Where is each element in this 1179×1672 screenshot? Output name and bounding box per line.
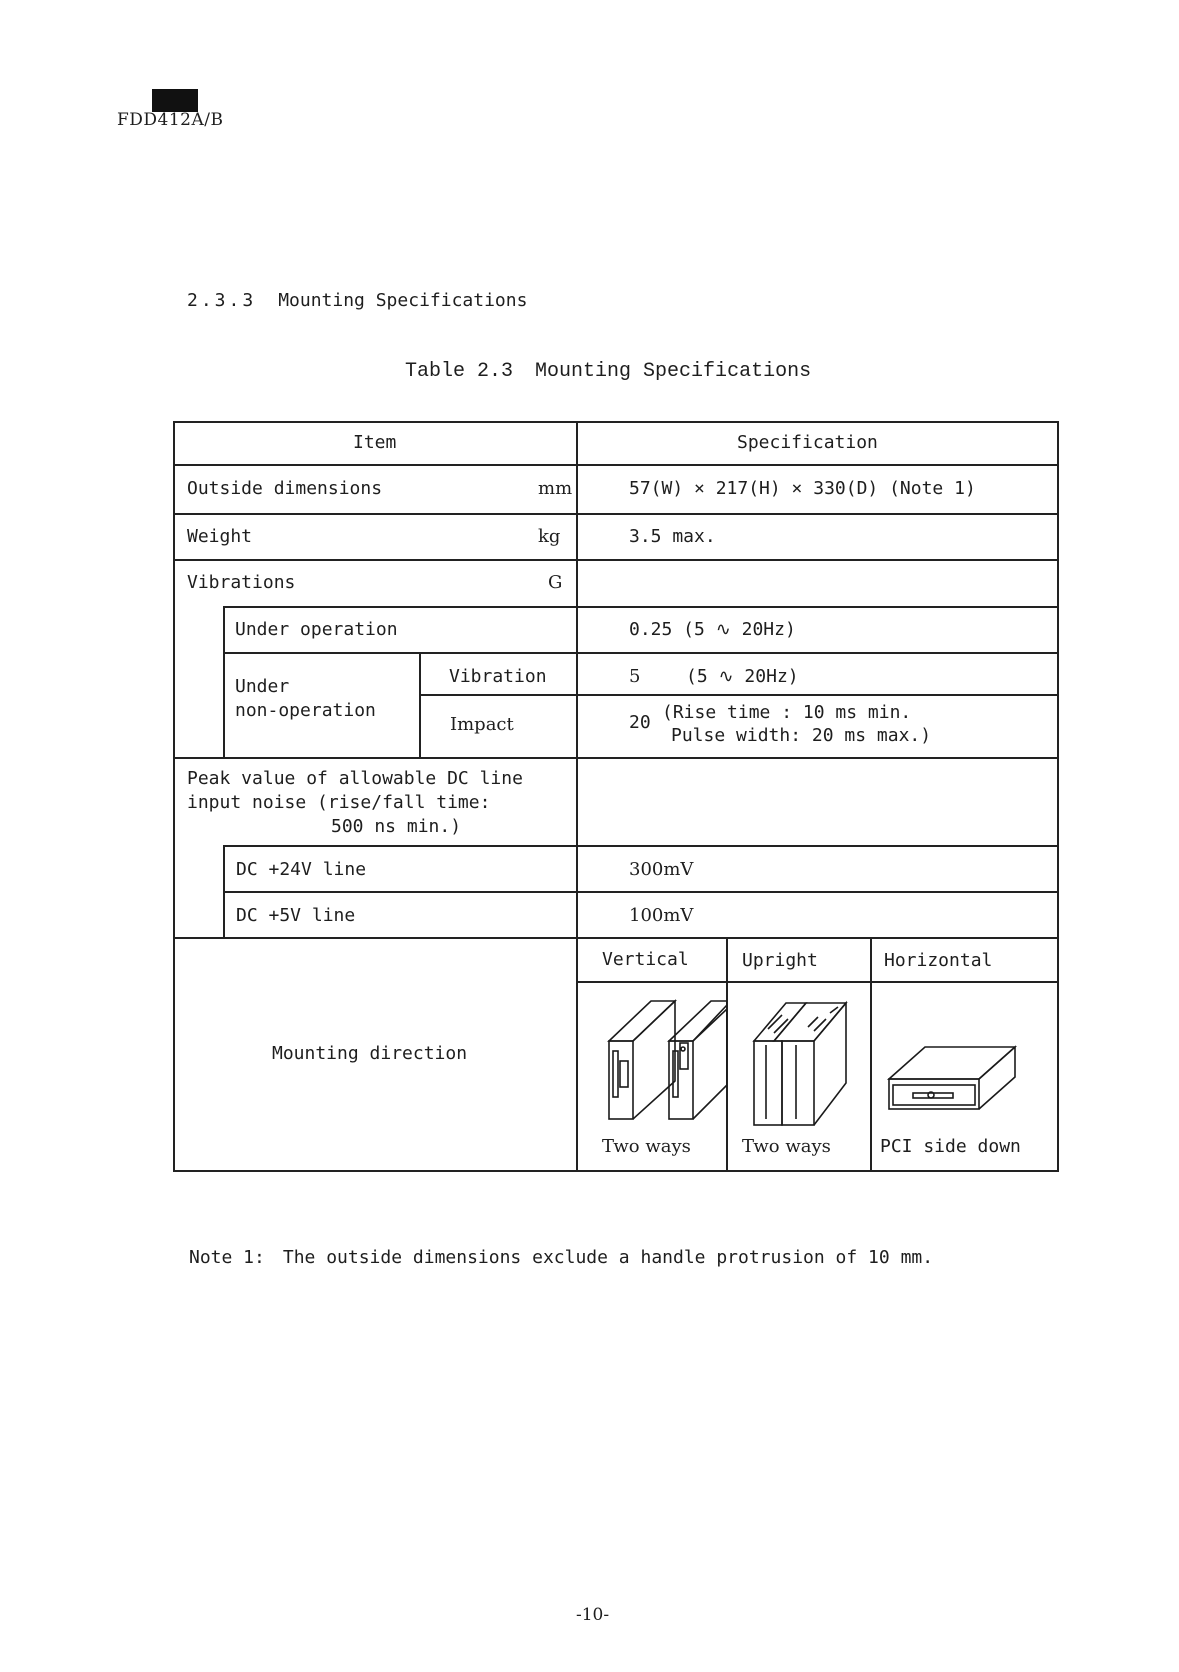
vibration-label: Vibration [449,666,547,687]
document-id: FDD412A/B [117,110,224,130]
mounting-direction-label: Mounting direction [272,1043,468,1064]
vertical-label: Vertical [602,949,689,970]
page-number: -10- [576,1605,610,1625]
outside-dimensions-value: 57(W) × 217(H) × 330(D) (Note 1) [629,478,976,499]
vertical-note: Two ways [602,1136,691,1157]
under-operation-value: 0.25 (5 ∿ 20Hz) [629,619,796,640]
vibrations-unit: G [548,572,563,593]
impact-value-line1: (Rise time : 10 ms min. [662,702,912,723]
weight-label: Weight [187,526,253,547]
under-nonoperation-label-line1: Under [235,676,290,697]
table-caption-title: Mounting Specifications [535,360,812,383]
horizontal-label: Horizontal [884,950,993,971]
impact-value-line2: Pulse width: 20 ms max.) [671,725,932,746]
noise-label-line1: Peak value of allowable DC line [187,768,523,789]
upright-note: Two ways [742,1136,831,1157]
upright-mount-drawing [748,999,858,1133]
weight-value: 3.5 max. [629,526,716,547]
table-note [189,1247,933,1268]
column-header-item: Item [353,432,397,453]
table-caption [405,360,811,383]
noise-label-line2: input noise (rise/fall time: [187,792,491,813]
noise-label-line3: 500 ns min.) [331,816,462,837]
under-operation-label: Under operation [235,619,398,640]
dc24v-label: DC +24V line [236,859,367,880]
dc5v-value: 100mV [629,905,694,926]
horizontal-note: PCI side down [880,1136,1021,1157]
impact-value-main: 20 [629,712,651,733]
section-heading [187,290,527,311]
impact-label: Impact [450,714,514,735]
redaction-bar [152,89,198,112]
vibration-value-main: 5 [629,666,641,687]
upright-label: Upright [742,950,818,971]
dc5v-label: DC +5V line [236,905,356,926]
outside-dimensions-label: Outside dimensions [187,478,383,499]
weight-unit: kg [538,526,561,547]
section-title: Mounting Specifications [278,290,528,311]
under-nonoperation-label-line2: non-operation [235,700,376,721]
table-caption-number: Table 2.3 [405,360,514,383]
vibrations-label: Vibrations [187,572,296,593]
outside-dimensions-unit: mm [538,478,573,499]
dc24v-value: 300mV [629,859,694,880]
section-number: 2.3.3 [187,290,257,311]
column-header-specification: Specification [737,432,878,453]
note-label: Note 1: [189,1247,265,1268]
horizontal-mount-drawing [883,1043,1023,1115]
mounting-spec-table [173,421,1059,1172]
note-text: The outside dimensions exclude a handle protrusion of 10 mm. [282,1247,934,1268]
vertical-mount-drawing [603,995,727,1127]
vibration-value-range: (5 ∿ 20Hz) [686,666,799,687]
